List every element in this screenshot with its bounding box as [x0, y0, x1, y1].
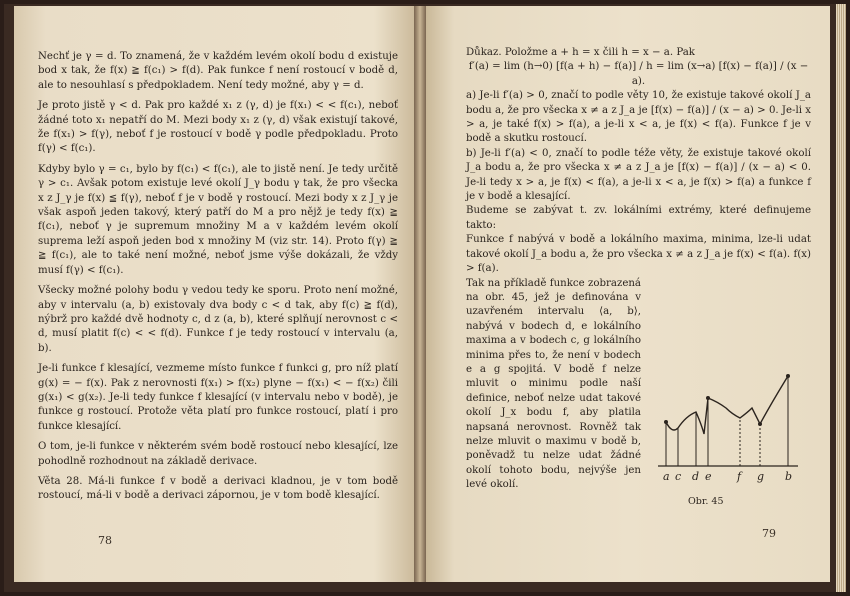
axis-label-b: b	[785, 470, 793, 483]
paragraph: Budeme se zabývat t. zv. lokálními extrémy, které definujeme takto:	[466, 205, 811, 231]
axis-label-a: a	[663, 470, 670, 483]
theorem-28: Věta 28. Má-li funkce f v bodě a derivaci kladnou, je v tom bodě rostoucí, má-li v bodě a derivaci zápornou, je v tom bodě klesající.	[38, 475, 398, 502]
point-g	[758, 422, 762, 426]
page-number: 79	[762, 527, 776, 540]
point-e	[706, 396, 710, 400]
right-page	[426, 6, 830, 582]
paragraph: Je proto jistě γ < d. Pak pro každé x₁ z (γ, d) je f(x₁) < < f(c₁), neboť žádné toto x₁ nepatří do M. Mezi body x₁ z (γ, d) však existují takové, že f(x₁) > f(γ), neboť f je rostoucí v bodě γ podle předpokladu. Proto f(γ) < f(c₁).	[38, 100, 398, 155]
point-a	[664, 420, 668, 424]
axis-label-e: e	[705, 470, 712, 483]
axis-label-c: c	[675, 470, 682, 483]
figure-45	[648, 362, 808, 492]
paragraph: b) Je-li f′(a) < 0, značí to podle téže věty, že existuje takové okolí J_a bodu a, že pro všecka x ≠ a z J_a je [f(x) − f(a)] / (x − a) < 0. Je-li tedy x > a, je f(x) < f(a), a je-li x < a, je f(x) > f(a) a funkce f je v bodě a klesající.	[466, 147, 811, 203]
axis-label-f: f	[737, 470, 742, 483]
left-page	[14, 6, 415, 582]
function-curve	[666, 376, 788, 434]
formula-derivative: f′(a) = lim (h→0) [f(a + h) − f(a)] / h = lim (x→a) [f(x) − f(a)] / (x − a).	[468, 61, 809, 87]
paragraph: Všecky možné polohy bodu γ vedou tedy ke sporu. Proto není možné, aby v intervalu (a, b) existovaly dva body c < d tak, aby f(c) ≧ f(d), nýbrž pro každé dvě hodnoty c, d z (a, b), které splňují nerovnost c < d, musí platit f(c) < < f(d). Funkce f je tedy rostoucí v intervalu (a, b).	[38, 285, 398, 354]
definition-local-extremum: Funkce f nabývá v bodě a lokálního maxima, minima, lze-li udat takové okolí J_a bodu a, že pro všecka x ≠ a z J_a je f(x) < f(a). f(x) > f(a).	[466, 234, 811, 275]
figure-caption: Obr. 45	[688, 496, 724, 507]
page-edges	[836, 4, 846, 592]
paragraph: O tom, je-li funkce v některém svém bodě rostoucí nebo klesající, lze pohodlně rozhodnout na základě derivace.	[38, 441, 398, 467]
paragraph: Tak na příkladě funkce zobrazená na obr. 45, jež je definována v uzavřeném intervalu ⟨a, b⟩, nabývá v bodech d, e lokálního maxima a v bodech c, g lokálního minima přes to, že není v bodech e a g spojitá. V bodě f nelze mluvit o minimu podle naší definice, neboť nelze udat takové okolí J_x bodu f, aby platila napsaná nerovnost. Rovněž tak nelze mluvit o maximu v bodě b, poněvadž tu nelze udat žádné okolí tohoto bodu, nejvýše jen levé okolí.	[466, 277, 641, 491]
point-b	[786, 374, 790, 378]
paragraph: a) Je-li f′(a) > 0, značí to podle věty 10, že existuje takové okolí J_a bodu a, že pro všecka x ≠ a z J_a je [f(x) − f(a)] / (x − a) > 0. Je-li x > a, je také f(x) > f(a), a je-li x < a, je f(x) < f(a). Funkce f je v bodě a skutku rostoucí.	[466, 90, 811, 145]
book-spine	[414, 6, 426, 582]
paragraph: Kdyby bylo γ = c₁, bylo by f(c₁) < f(c₁), ale to jistě není. Je tedy určitě γ > c₁. Avšak potom existuje levé okolí J_γ bodu γ tak, že pro všecka x z J_γ je f(x) ≦ f(γ), neboť f je v bodě γ rostoucí. Mezi body x z J_γ je však aspoň jeden takový, který patří do M a pro nějž je tedy f(x) ≧ f(c₁), neboť γ je supremum množiny M a v každém levém okolí suprema leží aspoň jeden bod x množiny M (viz str. 14). Proto f(γ) ≧ ≧ f(c₁), ale to také není možné, neboť jsme výše dokázali, že vždy musí f(γ) < f(c₁).	[38, 163, 398, 276]
axis-label-d: d	[692, 470, 700, 483]
left-page-text	[38, 50, 398, 504]
paragraph: Důkaz. Položme a + h = x čili h = x − a. Pak	[466, 47, 695, 58]
page-number: 78	[98, 534, 112, 547]
paragraph: Je-li funkce f klesající, vezmeme místo funkce f funkci g, pro níž platí g(x) = − f(x). Pak z nerovnosti f(x₁) > f(x₂) plyne − f(x₁) < − f(x₂) čili g(x₁) < g(x₂). Je-li tedy funkce f klesající (v intervalu nebo v bodě), je funkce g rostoucí. Protože věta platí pro funkce rostoucí, platí i pro funkce klesající.	[38, 363, 398, 432]
axis-label-g: g	[757, 470, 765, 483]
paragraph: Nechť je γ = d. To znamená, že v každém levém okolí bodu d existuje bod x tak, že f(x) ≧ f(c₁) > f(d). Pak funkce f není rostoucí v bodě d, ale to nesouhlasí s předpokladem. Není tedy možné, aby γ = d.	[38, 51, 398, 91]
